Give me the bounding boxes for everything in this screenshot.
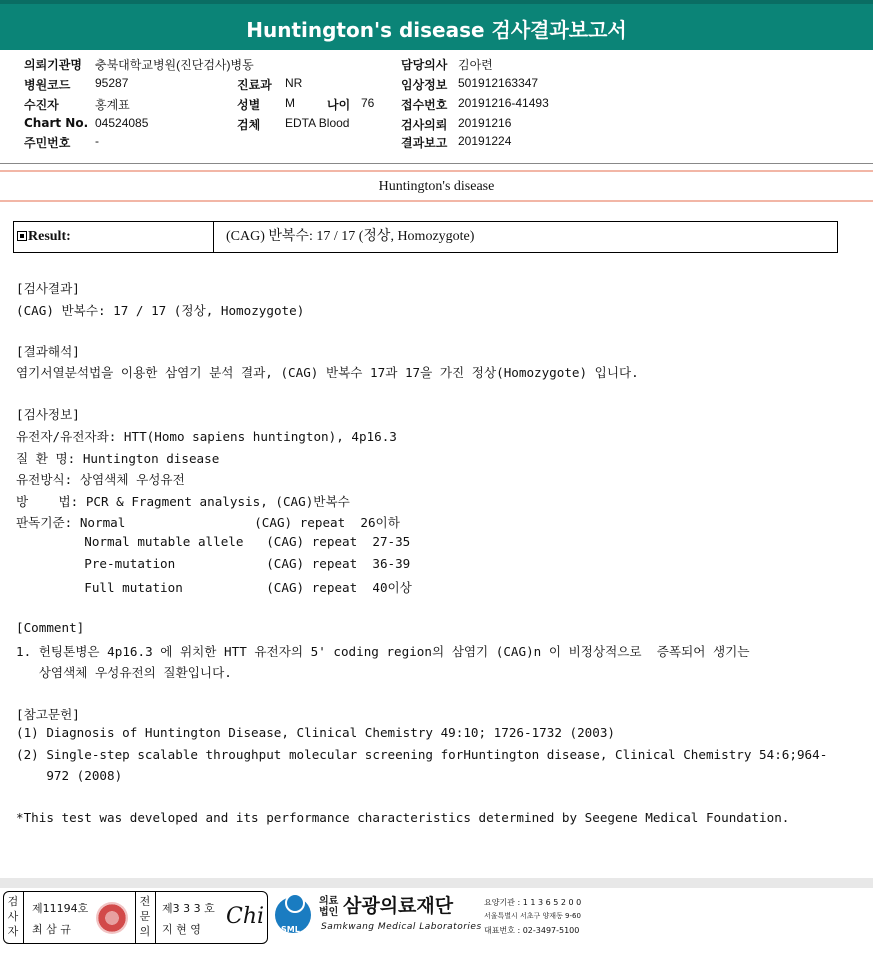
org-detail-1: 요양기관 : 1 1 3 6 5 2 0 0 bbox=[484, 898, 582, 907]
chart-no-value: 04524085 bbox=[95, 116, 149, 130]
logo-dot-icon bbox=[285, 893, 305, 913]
patient-label: 수진자 bbox=[24, 98, 59, 112]
result-box bbox=[13, 221, 838, 253]
heading-result: [검사결과] bbox=[16, 281, 80, 296]
hospital-code-label: 병원코드 bbox=[24, 78, 71, 92]
criteria-mutable: Normal mutable allele (CAG) repeat 27-35 bbox=[16, 534, 411, 549]
heading-comment: [Comment] bbox=[16, 620, 85, 635]
footer-strip bbox=[0, 878, 873, 888]
resident-no-value: - bbox=[95, 134, 99, 148]
criteria-full: Full mutation (CAG) repeat 40이상 bbox=[16, 580, 412, 595]
separator-1 bbox=[23, 892, 24, 943]
corp-label: 의료법인 bbox=[319, 896, 339, 918]
divider-pink-1 bbox=[0, 170, 873, 172]
org-detail-3: 대표번호 : 02-3497-5100 bbox=[484, 926, 580, 935]
reference-2: (2) Single-step scalable throughput molecular screening forHuntington disease, Clinical Chemistry 54:6;964- bbox=[16, 747, 828, 762]
separator-2 bbox=[135, 892, 136, 943]
sex-value: M bbox=[285, 96, 295, 110]
resident-no-label: 주민번호 bbox=[24, 136, 71, 150]
method-line: 방 법: PCR & Fragment analysis, (CAG)반복수 bbox=[16, 494, 350, 509]
disease-line: 질 환 명: Huntington disease bbox=[16, 451, 220, 466]
divider-top bbox=[0, 163, 873, 164]
divider-pink-2 bbox=[0, 200, 873, 202]
org-detail-2: 서울특별시 서초구 양재동 9-60 bbox=[484, 912, 581, 920]
name-2: 지 현 영 bbox=[162, 923, 201, 936]
sex-label: 성별 bbox=[237, 98, 261, 112]
comment-line-1: 1. 헌팅톤병은 4p16.3 에 위치한 HTT 유전자의 5' coding region의 삼염기 (CAG)n 이 비정상적으로 증폭되어 생기는 bbox=[16, 644, 750, 659]
clinical-info-label: 임상정보 bbox=[401, 78, 448, 92]
disclaimer: *This test was developed and its performance characteristics determined by Seegene Medical Foundation. bbox=[16, 810, 790, 825]
institution-label: 의뢰기관명 bbox=[24, 58, 82, 72]
heading-references: [참고문헌] bbox=[16, 707, 80, 722]
specimen-label: 검체 bbox=[237, 118, 261, 132]
department-value: NR bbox=[285, 76, 303, 90]
org-name-en: Samkwang Medical Laboratories bbox=[321, 922, 482, 932]
hospital-code-value: 95287 bbox=[95, 76, 129, 90]
license-1: 제11194호 bbox=[32, 902, 89, 915]
seal-stamp-icon bbox=[96, 902, 128, 934]
age-label: 나이 bbox=[327, 98, 351, 112]
doctor-value: 김아련 bbox=[458, 58, 493, 72]
doctor-label: 담당의사 bbox=[401, 58, 448, 72]
institution-value: 충북대학교병원(진단검사)병동 bbox=[95, 58, 254, 72]
report-title: Huntington's disease 검사결과보고서 bbox=[246, 18, 627, 42]
gene-line: 유전자/유전자좌: HTT(Homo sapiens huntington), 4p16.3 bbox=[16, 429, 397, 444]
result-line: (CAG) 반복수: 17 / 17 (정상, Homozygote) bbox=[16, 303, 305, 318]
org-name: 삼광의료재단 bbox=[343, 895, 454, 917]
result-label bbox=[14, 222, 214, 252]
report-date-value: 20191224 bbox=[458, 134, 512, 148]
signature-box bbox=[3, 891, 268, 944]
section-title: Huntington's disease bbox=[378, 179, 495, 194]
result-value: (CAG) 반복수: 17 / 17 (정상, Homozygote) bbox=[226, 229, 475, 244]
criteria-normal: 판독기준: Normal (CAG) repeat 26이하 bbox=[16, 515, 400, 530]
heading-interpretation: [결과해석] bbox=[16, 344, 80, 359]
specimen-value: EDTA Blood bbox=[285, 116, 350, 130]
reference-1: (1) Diagnosis of Huntington Disease, Clinical Chemistry 49:10; 1726-1732 (2003) bbox=[16, 725, 615, 740]
report-date-label: 결과보고 bbox=[401, 136, 448, 150]
chart-no-label: Chart No. bbox=[24, 116, 89, 130]
inheritance-line: 유전방식: 상염색체 우성유전 bbox=[16, 472, 185, 487]
tester-vertical-label: 검사자 bbox=[7, 895, 19, 938]
signature-icon: Chi bbox=[226, 904, 265, 929]
request-date-label: 검사의뢰 bbox=[401, 118, 448, 132]
reference-2-cont: 972 (2008) bbox=[16, 768, 123, 783]
checkbox-square-icon bbox=[17, 231, 27, 241]
result-label-text: Result: bbox=[28, 229, 71, 244]
department-label: 진료과 bbox=[237, 78, 272, 92]
age-value: 76 bbox=[361, 96, 375, 110]
clinical-info-value: 501912163347 bbox=[458, 76, 539, 90]
separator-3 bbox=[155, 892, 156, 943]
criteria-premutation: Pre-mutation (CAG) repeat 36-39 bbox=[16, 556, 411, 571]
request-date-value: 20191216 bbox=[458, 116, 512, 130]
name-1: 최 삼 규 bbox=[32, 923, 71, 936]
interpretation-line: 염기서열분석법을 이용한 삼염기 분석 결과, (CAG) 반복수 17과 17을 가진 정상(Homozygote) 입니다. bbox=[16, 365, 639, 380]
logo-sml-text: SML bbox=[281, 925, 300, 934]
heading-test-info: [검사정보] bbox=[16, 407, 80, 422]
comment-line-2: 상염색체 우성유전의 질환입니다. bbox=[16, 665, 232, 680]
specialist-vertical-label: 전문의 bbox=[139, 895, 151, 938]
receipt-no-label: 접수번호 bbox=[401, 98, 448, 112]
receipt-no-value: 20191216-41493 bbox=[458, 96, 549, 110]
patient-value: 홍계표 bbox=[95, 98, 130, 112]
license-2: 제3 3 3 호 bbox=[162, 902, 215, 915]
